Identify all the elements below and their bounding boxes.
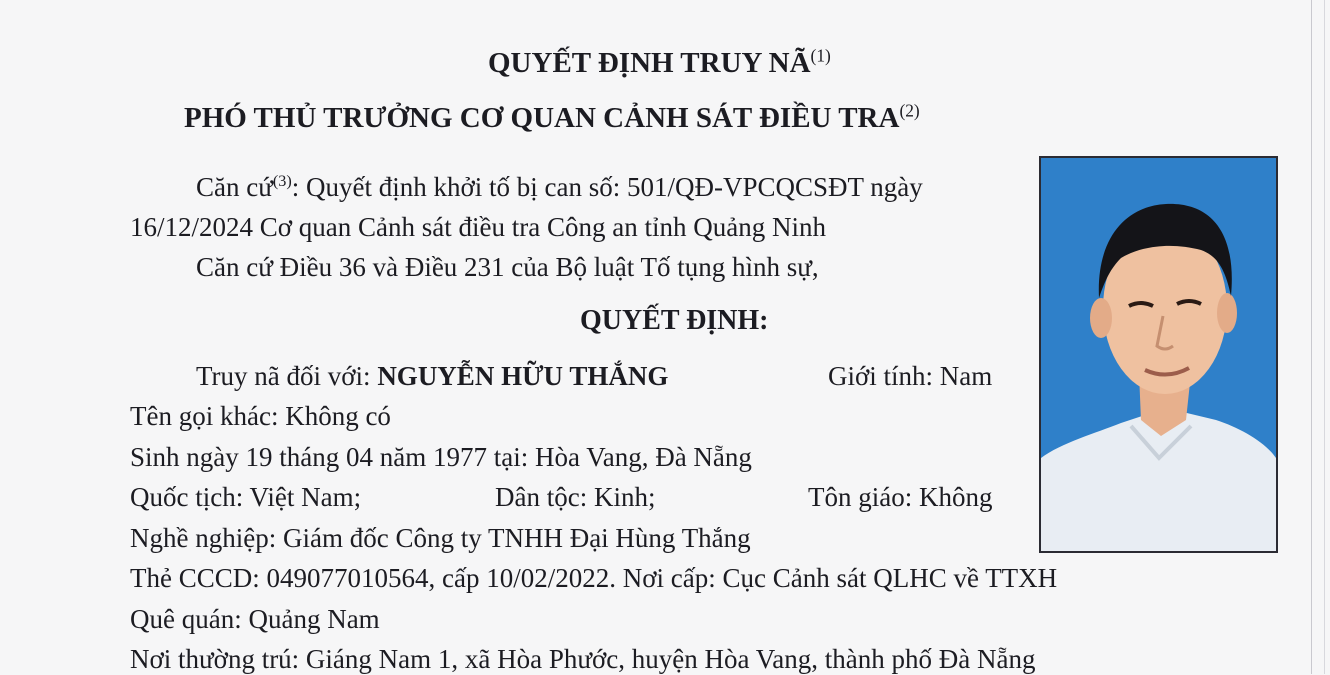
wanted-name: NGUYỄN HỮU THẮNG xyxy=(377,361,669,391)
basis-text: : Quyết định khởi tố bị can số: 501/QĐ-VPCQCSĐT ngày xyxy=(291,172,923,202)
paper-edge xyxy=(1311,0,1312,674)
nationality-field: Quốc tịch: Việt Nam; xyxy=(130,482,362,512)
birth-field: Sinh ngày 19 tháng 04 năm 1977 tại: Hòa Vang, Đà Nẵng xyxy=(130,442,752,472)
footnote-marker-2: (2) xyxy=(899,100,920,121)
issuer-title-text: PHÓ THỦ TRƯỞNG CƠ QUAN CẢNH SÁT ĐIỀU TRA xyxy=(184,102,900,134)
hometown-field: Quê quán: Quảng Nam xyxy=(130,604,380,634)
basis-line-2: 16/12/2024 Cơ quan Cảnh sát điều tra Công an tỉnh Quảng Ninh xyxy=(130,212,826,242)
wanted-label: Truy nã đối với: xyxy=(196,361,378,391)
document-title-text: QUYẾT ĐỊNH TRUY NÃ xyxy=(488,47,811,79)
residence-field: Nơi thường trú: Giáng Nam 1, xã Hòa Phước, huyện Hòa Vang, thành phố Đà Nẵng xyxy=(130,644,1036,674)
occupation-field: Nghề nghiệp: Giám đốc Công ty TNHH Đại Hùng Thắng xyxy=(130,523,751,553)
basis-line-1 xyxy=(196,171,923,203)
portrait-photo xyxy=(1039,156,1278,553)
ethnicity-field: Dân tộc: Kinh; xyxy=(495,482,656,512)
document-title xyxy=(488,46,831,80)
religion-field: Tôn giáo: Không xyxy=(808,482,993,512)
basis-prefix: Căn cứ xyxy=(196,172,273,202)
portrait-photo-icon xyxy=(1041,158,1276,551)
id-card-field: Thẻ CCCD: 049077010564, cấp 10/02/2022. Nơi cấp: Cục Cảnh sát QLHC về TTXH xyxy=(130,563,1058,593)
footnote-marker-3: (3) xyxy=(272,172,292,190)
basis-line-3: Căn cứ Điều 36 và Điều 231 của Bộ luật Tố tụng hình sự, xyxy=(196,252,819,282)
issuer-title xyxy=(184,101,920,135)
wanted-line xyxy=(196,360,668,392)
paper-edge-outer xyxy=(1324,0,1325,674)
footnote-marker-1: (1) xyxy=(810,45,831,66)
gender-field: Giới tính: Nam xyxy=(828,361,993,391)
decision-heading: QUYẾT ĐỊNH: xyxy=(580,305,769,336)
alias-field: Tên gọi khác: Không có xyxy=(130,401,391,431)
